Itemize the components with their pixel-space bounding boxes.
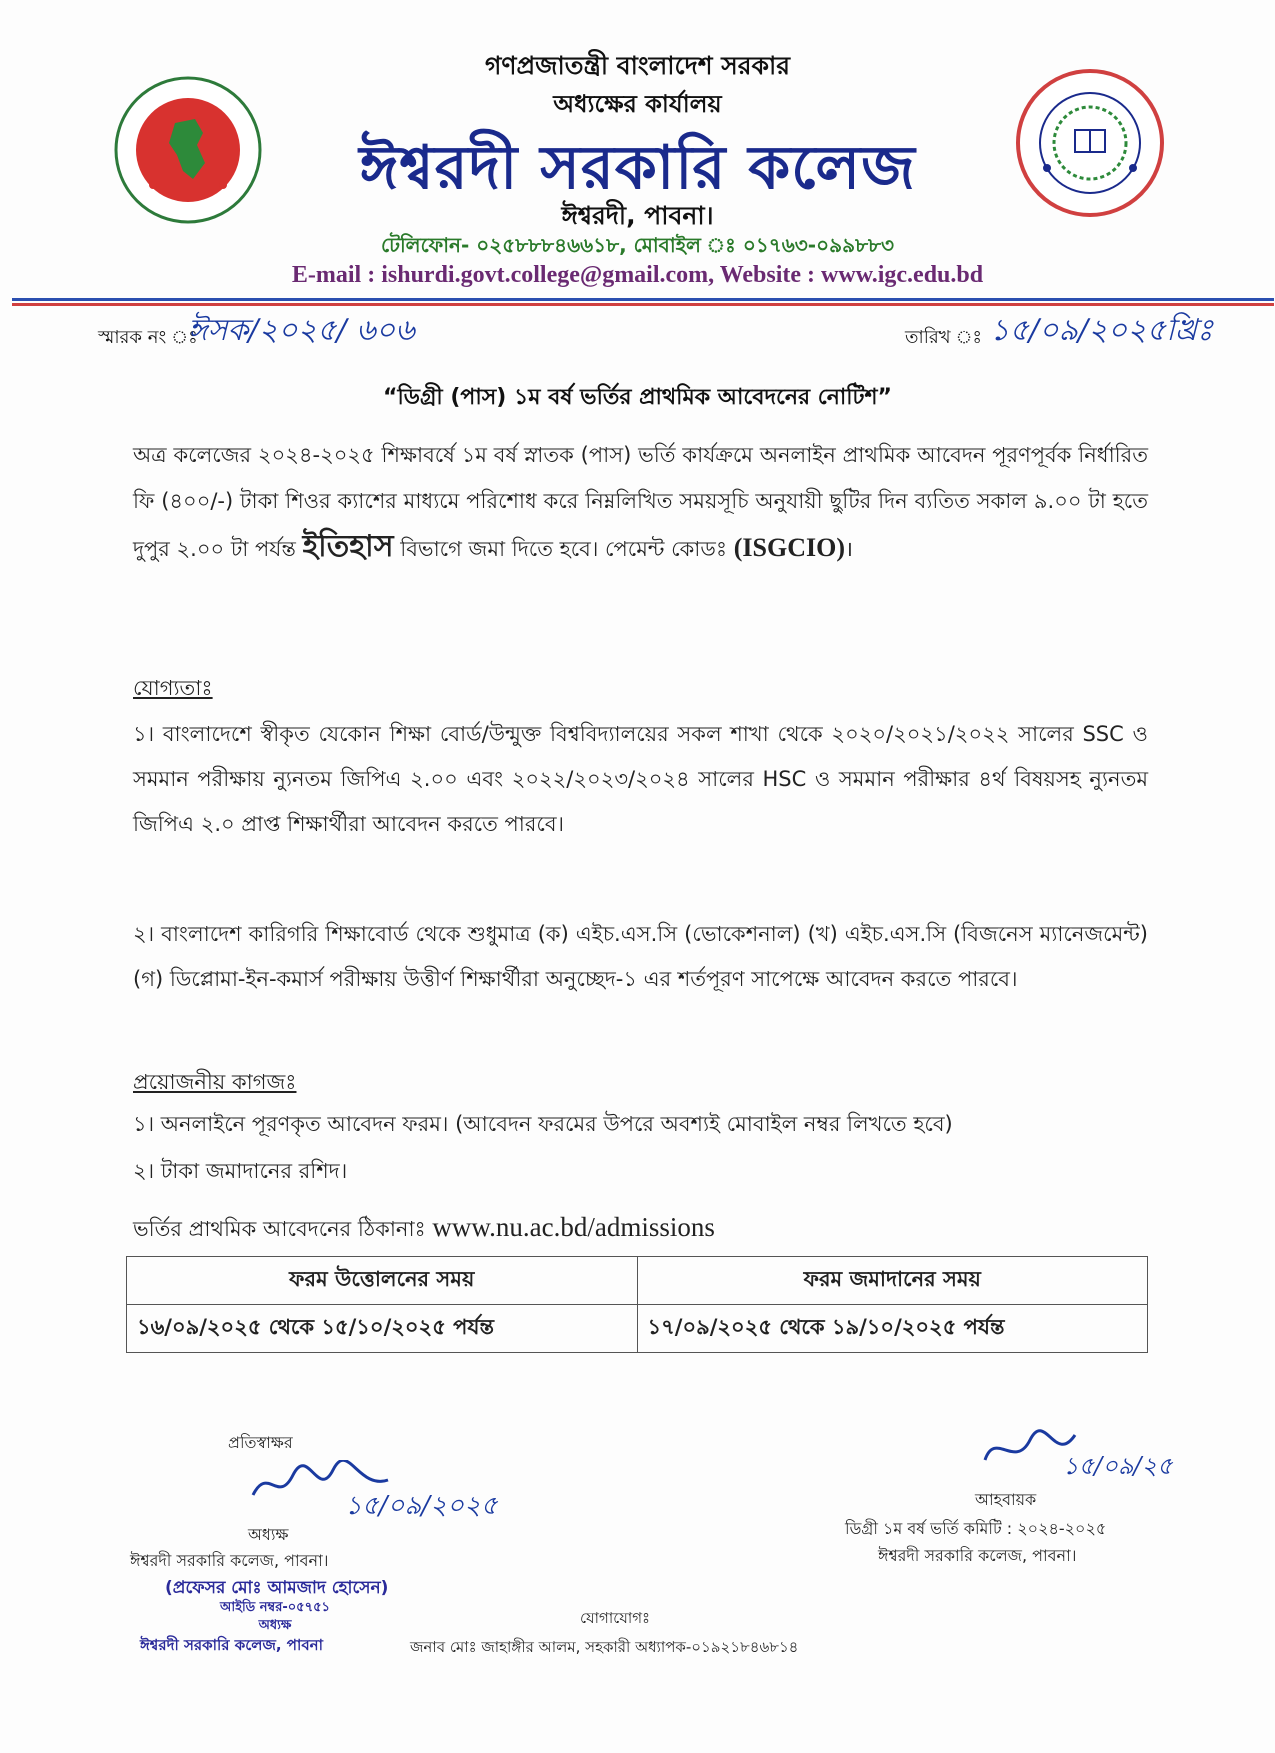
table-row xyxy=(127,1305,1148,1353)
committee-name: ডিগ্রী ১ম বর্ষ ভর্তি কমিটি : ২০২৪-২০২৫ xyxy=(845,1519,1107,1538)
convener-college: ঈশ্বরদী সরকারি কলেজ, পাবনা। xyxy=(878,1546,1077,1565)
convener-signature-date: ১৫/০৯/২৫ xyxy=(1063,1452,1173,1480)
college-location: ঈশ্বরদী, পাবনা। xyxy=(561,201,714,230)
memo-number: ঈসক/২০২৫/ ৬০৬ xyxy=(188,313,415,348)
eligibility-item-2: ২। বাংলাদেশ কারিগরি শিক্ষাবোর্ড থেকে শুধুমাত্র (ক) এইচ.এস.সি (ভোকেশনাল) (খ) এইচ.এস.সি (বিজনেস ম্যানেজমেন্ট) (গ) ডিপ্লোমা-ইন-কমার্স পরীক্ষায় উত্তীর্ণ শিক্ষার্থীরা অনুচ্ছেদ-১ এর শর্তপূরণ সাপেক্ষে আবেদন করতে পারবে। xyxy=(133,922,1148,991)
form-submission-period: ১৭/০৯/২০২৫ থেকে ১৯/১০/২০২৫ পর্যন্ত xyxy=(637,1305,1148,1353)
address-label: ভর্তির প্রাথমিক আবেদনের ঠিকানাঃ xyxy=(133,1217,426,1241)
contact-person: জনাব মোঃ জাহাঙ্গীর আলম, সহকারী অধ্যাপক-০১৯২১৮৪৬৮১৪ xyxy=(410,1638,799,1656)
schedule-table xyxy=(126,1256,1148,1353)
documents-heading: প্রয়োজনীয় কাগজঃ xyxy=(133,1070,297,1094)
eligibility-item-1: ১। বাংলাদেশে স্বীকৃত যেকোন শিক্ষা বোর্ড/উন্মুক্ত বিশ্ববিদ্যালয়ের সকল শাখা থেকে ২০২০/২০২১/২০২২ সালের SSC ও সমমান পরীক্ষায় ন্যুনতম জিপিএ ২.০০ এবং ২০২২/২০২৩/২০২৪ সালের HSC ও সমমান পরীক্ষার ৪র্থ বিষয়সহ ন্যুনতম জিপিএ ২.০ প্রাপ্ত শিক্ষার্থীরা আবেদন করতে পারবে। xyxy=(133,722,1148,836)
address-url[interactable]: www.nu.ac.bd/admissions xyxy=(432,1212,715,1242)
intro-paragraph xyxy=(133,432,1148,572)
principal-stamp-id: আইডি নম্বর-০৫৭৫১ xyxy=(220,1600,330,1615)
intro-end: । xyxy=(844,537,853,561)
principal-signature-date: ১৫/০৯/২০২৫ xyxy=(345,1491,498,1521)
memo-label: স্মারক নং ঃ xyxy=(98,327,198,348)
phone-line: টেলিফোন- ০২৫৮৮৮৪৬৬১৮, মোবাইল ঃ ০১৭৬৩-০৯৯৮৮৩ xyxy=(380,233,895,257)
header-form-submission: ফরম জমাদানের সময় xyxy=(637,1257,1148,1305)
table-header-row xyxy=(127,1257,1148,1305)
email-website-line: E-mail : ishurdi.govt.college@gmail.com, Website : www.igc.edu.bd xyxy=(291,262,984,288)
intro-text-2: বিভাগে জমা দিতে হবে। পেমেন্ট কোডঃ xyxy=(400,537,728,561)
principal-stamp-title: অধ্যক্ষ xyxy=(258,1618,292,1633)
date-label: তারিখ ঃ xyxy=(905,327,983,348)
address-line xyxy=(133,1212,715,1248)
principal-stamp-college: ঈশ্বরদী সরকারি কলেজ, পাবনা xyxy=(140,1636,323,1654)
document-item-2: ২। টাকা জমাদানের রশিদ। xyxy=(133,1159,348,1183)
principal-stamp-name: (প্রফেসর মোঃ আমজাদ হোসেন) xyxy=(165,1578,389,1598)
header-form-collection: ফরম উত্তোলনের সময় xyxy=(127,1257,638,1305)
principal-title: অধ্যক্ষ xyxy=(248,1525,289,1544)
counter-sign-label: প্রতিস্বাক্ষর xyxy=(228,1433,293,1452)
government-title: গণপ্রজাতন্ত্রী বাংলাদেশ সরকার xyxy=(485,51,790,80)
eligibility-heading: যোগ্যতাঃ xyxy=(133,676,213,700)
document-item-1: ১। অনলাইনে পূরণকৃত আবেদন ফরম। (আবেদন ফরমের উপরে অবশ্যই মোবাইল নম্বর লিখতে হবে) xyxy=(133,1112,953,1136)
principal-college: ঈশ্বরদী সরকারি কলেজ, পাবনা। xyxy=(130,1551,329,1570)
header-divider-blue xyxy=(12,298,1274,301)
office-name: অধ্যক্ষের কার্যালয় xyxy=(553,90,722,118)
form-collection-period: ১৬/০৯/২০২৫ থেকে ১৫/১০/২০২৫ পর্যন্ত xyxy=(127,1305,638,1353)
notice-subject: “ডিগ্রী (পাস) ১ম বর্ষ ভর্তির প্রাথমিক আবেদনের নোটিশ” xyxy=(383,385,892,410)
intro-text: অত্র কলেজের ২০২৪-২০২৫ শিক্ষাবর্ষে ১ম বর্ষ স্নাতক (পাস) ভর্তি কার্যক্রমে অনলাইন প্রাথমিক আবেদন পূরণপূর্বক নির্ধারিত ফি (৪০০/-) টাকা শিওর ক্যাশের মাধ্যমে পরিশোধ করে নিম্নলিখিত সময়সূচি অনুযায়ী ছুটির দিন ব্যতিত সকাল ৯.০০ টা হতে দুপুর ২.০০ টা পর্যন্ত xyxy=(133,443,1148,561)
department-name: ইতিহাস xyxy=(302,529,394,564)
contact-label: যোগাযোগঃ xyxy=(579,1609,651,1627)
date-value: ১৫/০৯/২০২৫খ্রিঃ xyxy=(990,313,1213,348)
payment-code: (ISGCIO) xyxy=(733,533,845,562)
college-name: ঈশ্বরদী সরকারি কলেজ xyxy=(359,133,916,203)
convener-title: আহবায়ক xyxy=(975,1490,1037,1509)
